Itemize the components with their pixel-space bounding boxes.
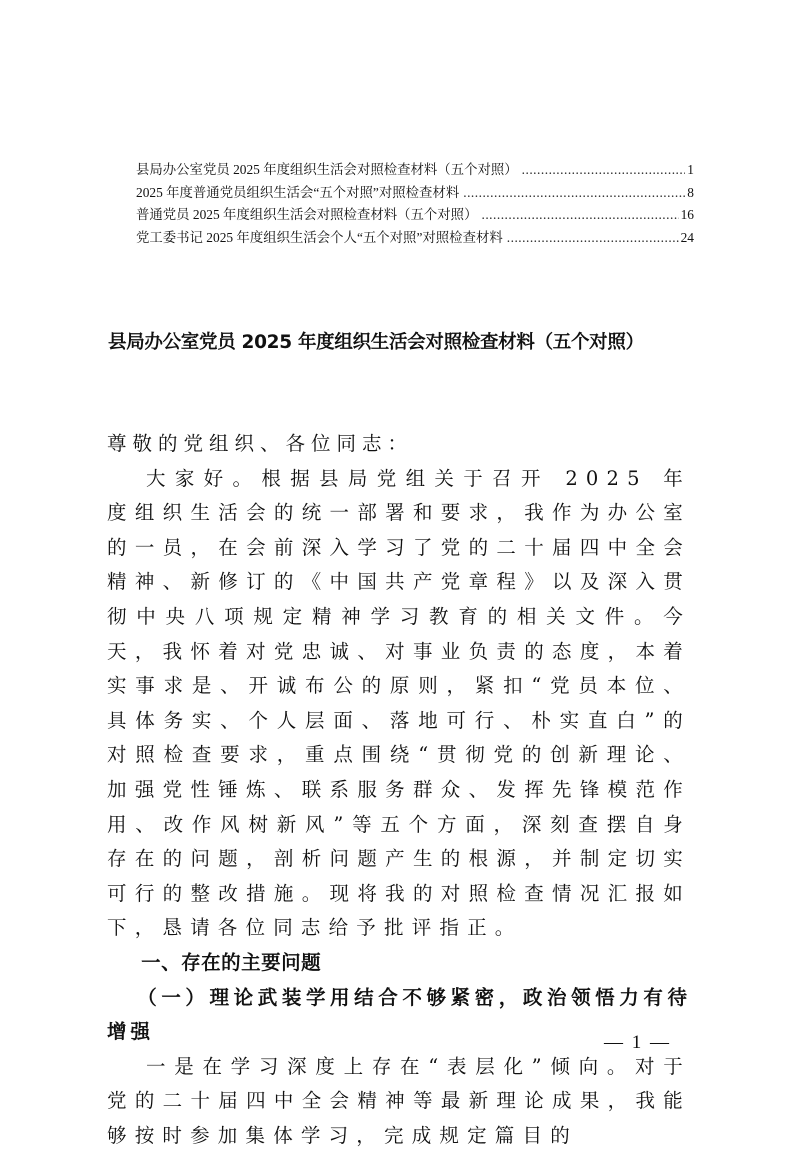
subsection-heading: （一）理论武装学用结合不够紧密，政治领悟力有待增强: [107, 985, 691, 1044]
toc-entry-title[interactable]: 普通党员 2025 年度组织生活会对照检查材料（五个对照）: [136, 207, 478, 223]
body-paragraph: 一是在学习深度上存在“表层化”倾向。对于党的二十届四中全会精神等最新理论成果，我能够按时参加集体学习，完成规定篇目的: [107, 1054, 691, 1147]
salutation: 尊敬的党组织、各位同志：: [107, 432, 414, 455]
toc-entry-title[interactable]: 2025 年度普通党员组织生活会“五个对照”对照检查材料: [136, 184, 460, 200]
page-number: — 1 —: [604, 1032, 669, 1053]
toc-entry-page: 1: [687, 162, 694, 177]
section-heading: 一、存在的主要问题: [141, 950, 322, 974]
toc-entry-page: 16: [680, 207, 694, 223]
toc-dot-leader: [522, 159, 686, 182]
toc-dot-leader: [481, 204, 678, 227]
document-title: 县局办公室党员 2025 年度组织生活会对照检查材料（五个对照）: [108, 332, 644, 353]
toc-dot-leader: [507, 227, 679, 250]
intro-paragraph: 大家好。根据县局党组关于召开 2025 年度组织生活会的统一部署和要求，我作为办公室的一员，在会前深入学习了党的二十届四中全会精神、新修订的《中国共产党章程》以及深入贯彻中央八项规定精神学习教育的相关文件。今天，我怀着对党忠诚、对事业负责的态度，本着实事求是、开诚布公的原则，紧扣“党员本位、具体务实、个人层面、落地可行、朴实直白”的对照检查要求，重点围绕“贯彻党的创新理论、加强党性锤炼、联系服务群众、发挥先锋模范作用、改作风树新风”等五个方面，深刻查摆自身存在的问题，剖析问题产生的根源，并制定切实可行的整改措施。现将我的对照检查情况汇报如下，恳请各位同志给予批评指正。: [107, 466, 691, 940]
toc-entry-title[interactable]: 党工委书记 2025 年度组织生活会个人“五个对照”对照检查材料: [136, 229, 503, 245]
toc-entry[interactable]: [136, 159, 694, 182]
table-of-contents: [136, 159, 694, 249]
toc-entry[interactable]: [136, 227, 694, 250]
toc-dot-leader: [463, 182, 685, 205]
toc-entry[interactable]: [136, 204, 694, 227]
toc-entry[interactable]: [136, 182, 694, 205]
toc-entry-page: 24: [680, 229, 694, 245]
toc-entry-title[interactable]: 县局办公室党员 2025 年度组织生活会对照检查材料（五个对照）: [136, 162, 518, 177]
toc-entry-page: 8: [687, 184, 694, 200]
